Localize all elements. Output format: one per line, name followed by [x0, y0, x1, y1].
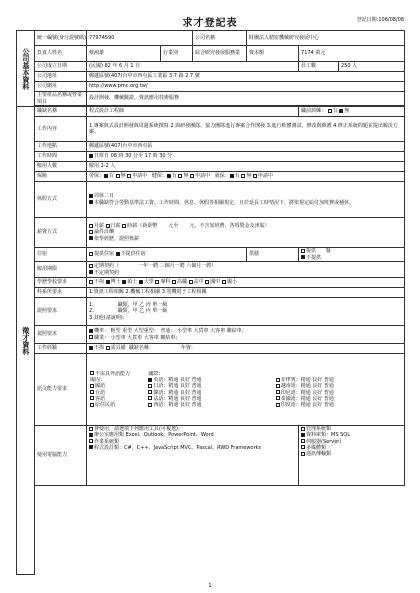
salary-hourly-checkbox[interactable]	[122, 224, 126, 228]
insurance-label: 保險	[35, 172, 87, 182]
edu-option-checkbox[interactable]	[172, 280, 176, 284]
lang-foreign-checkbox[interactable]	[276, 396, 280, 400]
ins-apply-label: 申請中	[195, 173, 211, 180]
tax-id-label: 統一編號(身分證號碼)	[35, 31, 87, 46]
edu-option-label: 高職	[177, 279, 188, 286]
pc-comm-checkbox[interactable]	[301, 452, 305, 456]
trainee-no-label: 無	[344, 108, 350, 115]
content-value: 1.專案與式設計開發與周邊系統撰寫 2.與研發團隊、協力團隊進行專案合作開發 3.進行軟體測試、修改與維護 4.修正系統問題並提出解決方案。	[87, 117, 405, 142]
employment-insurance-label: 就保：	[214, 173, 230, 180]
lang-foreign-checkbox[interactable]	[276, 378, 280, 382]
industry-label: 行業別	[161, 46, 193, 62]
meal-no-label: 不提供	[306, 254, 322, 261]
salary-daily-label: 日薪	[110, 223, 121, 230]
exp-required-label: 需具備	[110, 345, 126, 352]
content-label: 工作內容	[35, 117, 87, 142]
lang-domestic-item: 原住民語	[95, 402, 116, 408]
lang-level: 精通 良好 普通	[168, 402, 202, 408]
salary-exp-checkbox[interactable]	[89, 236, 93, 240]
salary-label: 薪資方式	[35, 218, 87, 248]
housing-yes-label: 提供住宿	[94, 251, 115, 258]
lang-domestic-checkbox[interactable]	[90, 390, 94, 394]
lang-label: 語文能力要求	[35, 354, 87, 426]
leave-2-checkbox[interactable]	[89, 200, 93, 204]
housing-no-label: 不提供住宿	[120, 251, 146, 258]
pc-db-checkbox[interactable]	[301, 433, 305, 437]
period-label: 僱用期限	[35, 262, 87, 278]
lang-name: 菲律賓	[280, 377, 296, 383]
exp-required-checkbox[interactable]	[106, 346, 110, 350]
salary-unit2-label: 元，不含加班費，各項獎金及津貼）	[189, 223, 270, 230]
location-value: 郵遞區號(407)台中市西屯區	[87, 142, 405, 152]
lang-foreign-checkbox[interactable]	[148, 390, 152, 394]
exp-label: 工作經驗	[35, 344, 87, 354]
hours-value: 日班自 08 時 30 分至 17 時 30 分	[94, 153, 173, 160]
pc-mgmt-checkbox[interactable]	[301, 427, 305, 431]
edu-option-label: 國小	[226, 279, 237, 286]
edu-option-checkbox[interactable]	[222, 280, 226, 284]
website-label: 公司網址	[35, 82, 87, 92]
edu-option-label: 國中	[210, 279, 221, 286]
dept-label: 科系所要求	[35, 288, 87, 298]
lang-none-checkbox[interactable]	[90, 371, 94, 375]
pc-server-checkbox[interactable]	[301, 439, 305, 443]
housing-no-checkbox[interactable]	[116, 252, 120, 256]
drive-row-1: 機車： 輕型 重型 大型重型： 普通： 小型車 大貨車 大客車 聯結車；	[94, 328, 247, 335]
exp-field-label: 職缺名稱：	[128, 345, 154, 352]
language-grid: 不需具外語能力 國際： 國內： 國語 台語 客語 原住民語 英語：精通 良好 普通 日語：精通 良好 普通 韓語：精通 良好 普通 法語：精通 良好 普通 西語：精通 良好 普通 菲律賓：精通 良好 普通 越南語：精通 良好 普通 印尼語：精通 良好 普通 泰國語：精通 良好 普通 印度語：精通 良好 普通	[89, 371, 402, 409]
lang-foreign-checkbox[interactable]	[148, 384, 152, 388]
registration-date: 登記日期:106/08/08	[356, 17, 404, 23]
housing-label: 住宿	[35, 248, 87, 262]
job-name-label: 職缺名稱	[35, 107, 87, 117]
pc-multi-checkbox[interactable]	[301, 445, 305, 449]
page-number: 1	[208, 583, 212, 589]
meal-no-checkbox[interactable]	[301, 255, 305, 259]
pc-prog-label: 程式設計類：C#、C++、JavaScript MVC、Pascal、RWD Frameworks	[94, 444, 262, 451]
lang-none-label: 不需具外語能力	[95, 370, 131, 377]
cert-2-number: 2.	[89, 308, 94, 315]
motorcycle-checkbox[interactable]	[89, 329, 93, 333]
pc-none-checkbox[interactable]	[89, 427, 93, 431]
products-label: 主要產品名稱或營業項目	[35, 92, 87, 106]
job-name-value: 程式設計工程師	[87, 107, 299, 117]
pc-label: 使用電腦能力	[35, 426, 87, 486]
capital-value: 7174 萬元	[299, 46, 405, 62]
lang-foreign-checkbox[interactable]	[276, 390, 280, 394]
cert-1-grades: 職類，甲 乙 丙 單一級	[117, 302, 168, 309]
job-section-header: 徵才資料	[17, 107, 35, 575]
edu-label: 學歷學校要求	[35, 278, 87, 288]
recruitment-form	[16, 30, 405, 575]
lang-domestic-checkbox[interactable]	[90, 384, 94, 388]
employ-ins-apply-checkbox[interactable]	[253, 174, 257, 178]
salary-unit-label: 元至	[168, 223, 179, 230]
lang-level: 精通 良好 普通	[300, 377, 334, 383]
labor-insurance-label: 勞保：	[89, 173, 105, 180]
edu-option-label: 碩士	[127, 279, 138, 286]
lang-name: 泰國語	[280, 395, 296, 402]
company-name-value: 財團法人精密機械研究發展中心	[247, 31, 405, 46]
housing-yes-checkbox[interactable]	[89, 252, 93, 256]
edu-option-checkbox[interactable]	[89, 280, 93, 284]
trainee-no-checkbox[interactable]	[339, 109, 343, 113]
meal-yes-label: 提供	[306, 248, 317, 255]
lang-foreign-checkbox[interactable]	[148, 378, 152, 382]
salary-base-checkbox[interactable]	[89, 230, 93, 234]
edu-option-checkbox[interactable]	[139, 280, 143, 284]
period-unfixed-checkbox[interactable]	[89, 270, 93, 274]
lang-level: 精通 良好 普通	[168, 389, 202, 396]
address-label: 公司地址	[35, 72, 87, 82]
industry-value: 綜合研究發展服務業	[193, 46, 247, 62]
lang-name: 印度語	[280, 402, 296, 408]
founded-value: (民國) 82 年 6 月 1 日	[87, 62, 299, 72]
lang-name: 日語	[153, 383, 164, 390]
lang-domestic-checkbox[interactable]	[90, 403, 94, 407]
salary-daily-checkbox[interactable]	[106, 224, 110, 228]
pc-os-label: 作業系統類	[94, 438, 120, 445]
lang-foreign-label: 國際：	[148, 370, 164, 377]
lang-level: 精通 良好 普通	[168, 395, 202, 402]
pc-mgmt-label: 管理系統類	[306, 426, 332, 432]
employees-label: 員工數	[299, 62, 339, 72]
meal-label: 供膳	[247, 248, 299, 262]
trainee-yes-checkbox[interactable]	[328, 109, 332, 113]
edu-option-checkbox[interactable]	[122, 280, 126, 284]
edu-option-label: 高中	[193, 279, 204, 286]
edu-option-checkbox[interactable]	[155, 280, 159, 284]
meal-yes-checkbox[interactable]	[301, 249, 305, 253]
products-value: 設計開發、機械驗證、資訊應用技術服務	[87, 92, 405, 106]
labor-ins-none-checkbox[interactable]	[116, 174, 120, 178]
lang-domestic-item: 國語	[95, 383, 106, 390]
lang-name: 印尼語	[280, 389, 296, 396]
ins-have-label: 有	[234, 173, 240, 180]
pc-server-label: 伺服器(Server)	[306, 438, 342, 445]
pc-office-checkbox[interactable]	[89, 433, 93, 437]
lang-name: 法語	[153, 395, 164, 402]
ins-none-label: 無	[120, 173, 126, 180]
website-value[interactable]: http://www.pmc.org.tw/	[87, 82, 405, 92]
drive-label: 駕照要求	[35, 326, 87, 344]
owner-label: 負責人姓名	[35, 46, 87, 62]
leave-label: 休假方式	[35, 182, 87, 218]
pc-none-label: 會使用，請選填下列應用工具(可複選)：	[94, 426, 183, 432]
trainee-label: 職前訓練：	[301, 108, 327, 115]
salary-base-label: 論件計酬	[94, 229, 115, 236]
ins-apply-label: 申請中	[132, 173, 148, 180]
professional-checkbox[interactable]	[89, 335, 93, 339]
lang-name: 越南語	[280, 383, 296, 390]
hours-label: 工作時間	[35, 152, 87, 162]
lang-level: 精通 良好 普通	[300, 383, 334, 390]
leave-1-text: 周休二日	[94, 193, 115, 200]
address-value: 郵遞區號(407)台中市西屯區工業區 3 7 路 2 7 號	[87, 72, 405, 82]
period-fixed-checkbox[interactable]	[89, 264, 93, 268]
period-options: 一年一聘 三個月一聘 六個月一聘）	[138, 263, 217, 270]
employ-ins-none-checkbox[interactable]	[241, 174, 245, 178]
pc-multi-label: 多媒體類	[306, 444, 327, 451]
lang-name: 西語	[153, 402, 164, 408]
employees-value: 250 人	[339, 62, 405, 72]
exp-none-label: 不拘	[94, 345, 105, 352]
lang-level: 精通 良好 普通	[168, 383, 202, 390]
cert-1-number: 1.	[89, 302, 94, 309]
cert-3-other: 3.其他(請說明):	[89, 314, 125, 321]
ins-have-label: 有	[109, 173, 115, 180]
period-unfixed-label: 不定期契約	[94, 269, 120, 276]
leave-2-text: 本職缺符合勞動基準法工資、工作時間、休息、休假等相關規定，且於延長工時情況下，將依規定給付加班費或補休。	[94, 199, 355, 206]
leave-1-checkbox[interactable]	[89, 194, 93, 198]
pc-comm-label: 通訊傳輸類	[306, 451, 332, 457]
ins-none-label: 無	[183, 173, 189, 180]
pc-db-label: 資料庫類：MS SQL	[306, 432, 350, 439]
capital-label: 資本額	[247, 46, 299, 62]
edu-option-checkbox[interactable]	[106, 280, 110, 284]
lang-name: 韓語	[153, 389, 164, 396]
cert-label: 證照要求	[35, 298, 87, 326]
salary-hourly-label: 時薪（新臺幣	[127, 223, 158, 230]
dept-value: 1.資訊工程相關 2.機械工程相關 3.電機電子工程相關	[87, 288, 405, 298]
edu-option-label: 大學	[143, 279, 154, 286]
lang-foreign-checkbox[interactable]	[148, 403, 152, 407]
edu-option-checkbox[interactable]	[205, 280, 209, 284]
edu-option-label: 不拘	[94, 279, 105, 286]
lang-level: 精通 良好 普通	[300, 389, 334, 396]
salary-monthly-label: 月薪	[94, 223, 105, 230]
salary-exp-label: 依學經歷，證照核薪	[94, 235, 140, 242]
lang-foreign-checkbox[interactable]	[148, 396, 152, 400]
drive-row-2: 職業： 小型車 大貨車 大客車 聯結車；	[94, 334, 181, 341]
lang-name: 英語	[153, 377, 164, 383]
company-name-label: 公司名稱	[193, 31, 247, 46]
pc-prog-checkbox[interactable]	[89, 445, 93, 449]
founded-label: 公司成立日期	[35, 62, 87, 72]
tax-id-value: 77974590	[87, 31, 193, 46]
pc-os-checkbox[interactable]	[89, 439, 93, 443]
lang-level: 精通 良好 普通	[168, 377, 202, 383]
lang-level: 精通 良好 普通	[300, 395, 334, 402]
edu-option-label: 專科	[160, 279, 171, 286]
lang-domestic-checkbox[interactable]	[90, 396, 94, 400]
ins-have-label: 有	[171, 173, 177, 180]
lang-domestic-item: 台語	[95, 389, 106, 396]
pc-office-label: 辦公室應用類 Excel、Outlook、PowerPoint、Word	[94, 432, 214, 439]
ins-apply-label: 申請中	[257, 173, 273, 180]
health-ins-none-checkbox[interactable]	[178, 174, 182, 178]
form-title: 求才登記表	[182, 18, 238, 29]
lang-foreign-checkbox[interactable]	[276, 403, 280, 407]
lang-level: 精通 良好 普通	[300, 402, 334, 408]
lang-domestic-label: 國內：	[90, 377, 106, 383]
exp-none-checkbox[interactable]	[89, 346, 93, 350]
salary-monthly-checkbox[interactable]	[89, 224, 93, 228]
lang-domestic-item: 客語	[95, 395, 106, 402]
day-shift-checkbox[interactable]	[89, 154, 93, 158]
owner-value: 蔡鴻雄	[87, 46, 161, 62]
meal-unit-label: 餐	[325, 248, 331, 255]
labor-ins-have-checkbox[interactable]	[104, 174, 108, 178]
exp-years-label: 年資：	[180, 345, 196, 352]
ins-none-label: 無	[246, 173, 252, 180]
employ-ins-have-checkbox[interactable]	[230, 174, 234, 178]
company-section-header: 公司基本資料	[17, 31, 35, 107]
edu-option-checkbox[interactable]	[189, 280, 193, 284]
edu-option-label: 博士	[110, 279, 121, 286]
cert-2-grades: 職類，甲 乙 丙 單一級	[117, 308, 168, 315]
trainee-yes-label: 有	[332, 108, 338, 115]
period-fixed-label: 定期契約（	[94, 263, 120, 270]
location-label: 工作地點	[35, 142, 87, 152]
health-ins-have-checkbox[interactable]	[167, 174, 171, 178]
headcount-value: 僱用 1-2 人	[87, 162, 405, 172]
health-ins-apply-checkbox[interactable]	[190, 174, 194, 178]
lang-foreign-checkbox[interactable]	[276, 384, 280, 388]
headcount-label: 僱用人數	[35, 162, 87, 172]
health-insurance-label: 健保：	[151, 173, 167, 180]
labor-ins-apply-checkbox[interactable]	[127, 174, 131, 178]
